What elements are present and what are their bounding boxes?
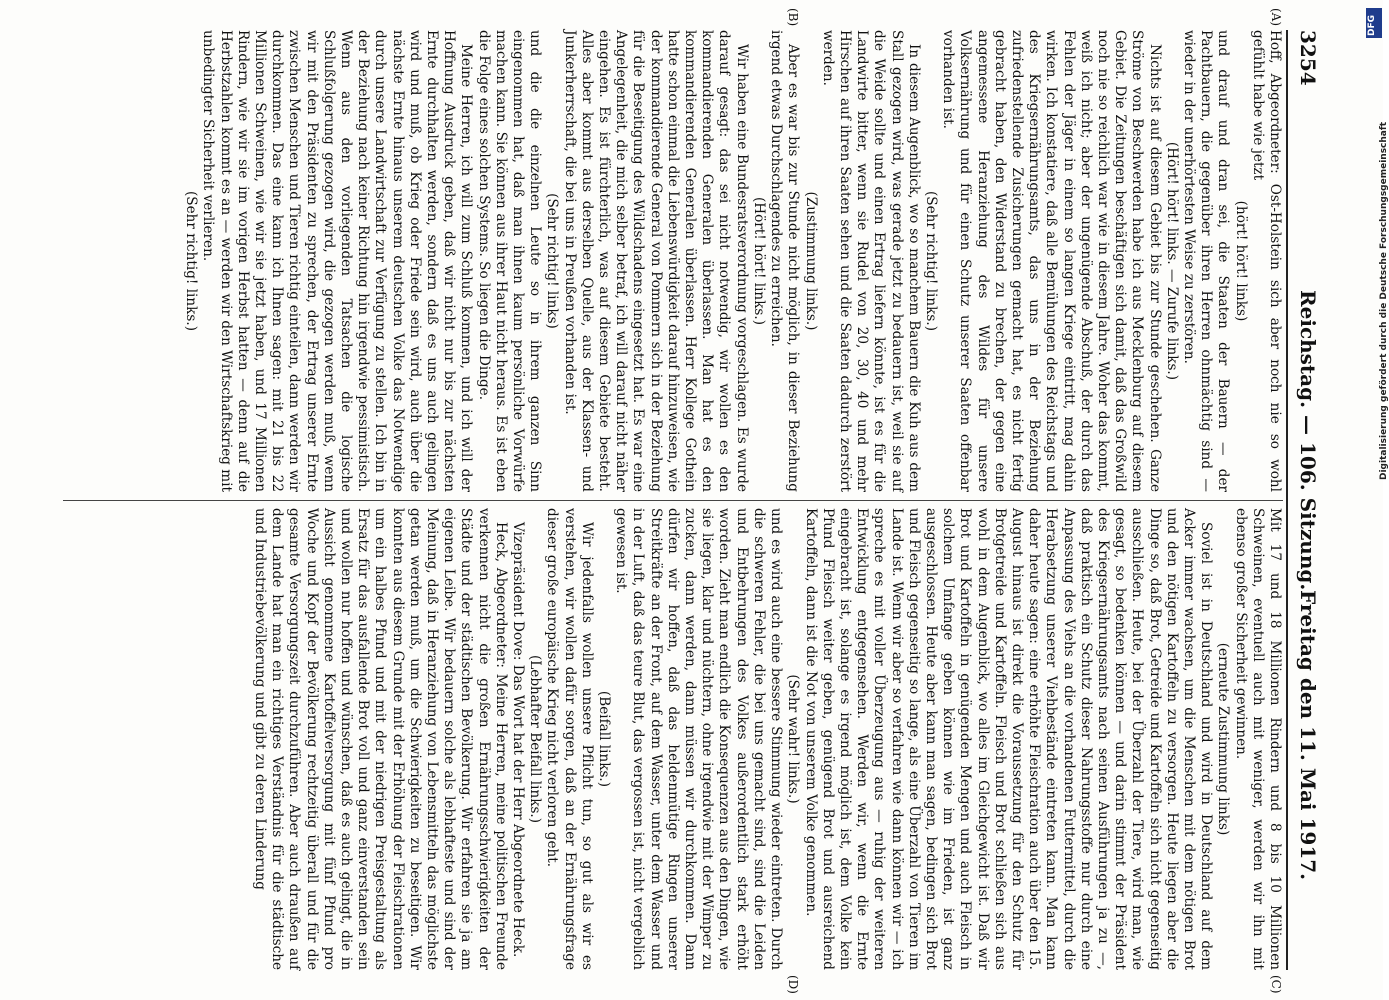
dfg-logo-text: DFG [1367, 14, 1377, 36]
paragraph: und es wird auch eine bessere Stimmung wieder eintreten. Durch die schweren Fehler, die bei uns gemacht sind, sind die Leiden und Entbehrungen des Volkes außerordentlich stark erhöht worden. Zieht man endlich die Konsequenzen aus den Dingen, wie sie liegen, klar und nüchtern, ohne irgendwie mit der Wimper zu zucken, dann werden, dann müssen wir durchkommen. Dann dürfen wir hoffen, daß das heldenmütige Ringen unserer Streitkräfte an der Front, auf dem Wasser, unter dem Wasser und in der Luft, daß das teure Blut, das vergossen ist, nicht vergeblich gewesen ist. [613, 508, 785, 970]
margin-mark-d: (D) [786, 975, 800, 994]
paragraph: Aber es war bis zur Stunde nicht möglich, in dieser Beziehung irgend etwas Durchschlagendes zu erreichen. [768, 30, 802, 492]
margin-mark-b: (B) [786, 8, 800, 27]
interjection: (Sehr wahr! links.) [785, 674, 802, 804]
paragraph: Wir haben eine Bundesratsverordnung vorgeschlagen. Es wurde darauf gesagt: das sei nicht notwendig, wir wollen es den kommandierenden Generalen überlassen. Man hat es den kommandierenden Generalen überlassen. Herr Kollege Gothein hatte schon einmal die Liebenswürdigkeit darauf hinzuweisen, wie der kommandierende General von Pommern sich in der Beziehung für die Beseitigung des Wildschadens eingesetzt hat. Es war eine Angelegenheit, die mich selber betraf, ich will darauf nicht näher eingehen. Es ist fürchterlich, was auf diesem Gebiete besteht. Alles aber kommt aus derselben Quelle, aus der Klassen- und Junkerherrschaft, die bei uns in Preußen vorhanden ist. [561, 30, 750, 492]
paragraph: Nichts ist auf diesem Gebiet bis zur Stunde geschehen. Ganze Ströme von Beschwerden habe ich aus Mecklenburg auf diesem Gebiet. Die Zeitungen beschäftigen sich damit, daß das Großwild noch nie so reichlich war wie in diesem Jahre. Woher das kommt, weiß ich nicht; aber der ungenügende Abschuß, der durch das Fehlen der Jäger in einem so langen Kriege eintritt, mag dahin wirken. Ich konstatiere, daß alle Bemühungen des Reichstags und des Kriegsernährungsamts, das uns in der Beziehung zufriedenstellende Zusicherungen gemacht hat, es nicht fertig gebracht haben, den Widerstand zu brechen, der gegen eine angemessene Heranziehung des Wildes für unsere Volksernährung und für einen Schutz unserer Saaten offenbar vorhanden ist. [940, 30, 1163, 492]
paragraph: Wir jedenfalls wollen unsere Pflicht tun, so gut als wir es verstehen, wir wollen dafür sorgen, daß an der Ernährungsfrage dieser große europäische Krieg nicht verloren geht. [544, 508, 595, 970]
interjection: (Beifall links.) [596, 690, 613, 788]
interjection: (Zustimmung links.) [802, 191, 819, 331]
interjection: (Sehr richtig! links.) [922, 190, 939, 332]
paragraph: In diesem Augenblick, wo so manchem Bauern die Kuh aus dem Stall gezogen wird, was gerade jetzt zu bedauern ist, weil sie auf die Weide sollte und einen Ertrag liefern könnte, ist es für die Landwirte bitter, wenn sie Rudel von 20, 30, 40 und mehr Hirschen auf ihren Saaten sehen und die Saaten dadurch zerstört werden. [819, 30, 922, 492]
digitization-credit [1365, 10, 1389, 990]
paragraph: Heck, Abgeordneter: Meine Herren, meine politischen Freunde verkennen nicht die großen Ernährungsschwierigkeiten der Städte und der städtischen Bevölkerung. Wir erfahren sie ja am eigenen Leibe. Wir bedauern solche als lebhafteste und sind der Meinung, daß in Heranziehung von Lebensmitteln das möglichste getan werden muß, um die Schwierigkeiten zu beseitigen. Wir konnten aus diesem Grunde mit der Erhöhung der Fleischrationen um ein halbes Pfund und mit der niedrigen Preisgestaltung als Ersatz für das ausfallende Brot voll und ganz einverstanden sein und wollen nur hoffen und wünschen, daß es auch gelingt, die in Aussicht genommene Kartoffelversorgung mit fünf Pfund pro Woche und Kopf der Bevölkerung rechtzeitig überall und für die gesamte Versorgungszeit durchzuführen. Aber auch draußen auf dem Lande hat man ein richtiges Verständnis für die städtische und Industriebevölkerung und gibt zu deren Linderung [252, 508, 509, 970]
page-header [1286, 30, 1328, 970]
paragraph: und die die einzelnen Leute so in ihrem ganzen Sinn eingenommen hat, daß man ihnen kaum persönliche Vorwürfe machen kann. Sie können aus ihrer Haut nicht heraus. Es ist eben die Folge eines solchen Systems. So liegen die Dinge. [475, 30, 544, 492]
header-session: Reichstag. — 106. Sitzung. [1296, 290, 1320, 591]
interjection: (Sehr richtig! links) [544, 193, 561, 329]
interjection: (Hört! hört! links.) [750, 196, 767, 326]
credit-text: Digitalisierung gefördert durch die Deutsche Forschungsgemeinschaft [1379, 121, 1389, 480]
interjection: (erneute Zustimmung links) [1215, 642, 1232, 836]
interjection: (Lebhafter Beifall links.) [527, 654, 544, 824]
margin-mark-c: (C) [1269, 975, 1283, 994]
paragraph: Mit 17 und 18 Millionen Rindern und 8 bis 10 Millionen Schweinen, eventuell auch mit weniger, werden wir ihn mit ebenso großer Sicherheit gewinnen. [1232, 508, 1283, 970]
page-number: 3254 [1296, 30, 1320, 86]
column-divider [63, 500, 1283, 501]
right-text-column [53, 508, 1283, 970]
interjection: (Hört! hört! links. — Zurufe links.) [1163, 141, 1180, 381]
paragraph: Vizepräsident Dove: Das Wort hat der Herr Abgeordnete Heck. [510, 522, 527, 958]
header-date: Freitag den 11. Mai 1917. [1296, 590, 1320, 881]
paragraph: Soviel ist in Deutschland und wird in Deutschland auf dem Acker immer wachsen, um die Menschen mit dem nötigen Brot und den nötigen Kartoffeln zu versorgen. Heute liegen aber die Dinge so, daß Brot, Getreide und Kartoffeln sich nicht gegenseitig ausschließen. Heute, bei der Überzahl der Tiere, wird man, wie gesagt, so bedenken können — und darin stimmt der Präsident des Kriegsernährungsamts nach seinen Ausführungen ja zu —, daß praktisch ein Schutz dieser Nahrungsstoffe nur durch eine Anpassung des Viehs an die vorhandenen Futtermittel, durch die Herabsetzung unserer Viehbestände eintreten kann. Man kann daher heute sagen: eine erhöhte Fleischration auch über den 15. August hinaus ist direkt die Voraussetzung für den Schutz für Brotgetreide und Kartoffeln. Fleisch und Brot schließen sich aus wohl in dem Augenblick, wo alles im Gleichgewicht ist. Daß wir Brot und Kartoffeln in genügenden Mengen und auch Fleisch in solchem Umfange geben können wie im Frieden, ist ganz ausgeschlossen. Heute aber kann man sagen, bedingen sich Brot und Fleisch gegenseitig so lange, als eine Überzahl von Tieren im Lande ist. Wenn wir aber so verfahren wie dann können wir — ich spreche es mit voller Überzeugung aus — ruhig der weiteren Entwicklung entgegensehen. Werden wir, wenn die Ernte eingebracht ist, solange es irgend möglich ist, dem Volke kein Pfund Fleisch weiter geben, genügend Brot und ausreichend Kartoffeln, dann ist die Not von unserem Volke genommen. [802, 508, 1215, 970]
paragraph: und drauf und dran sei, die Staaten der Bauern — der Pachtbauern, die gegenüber ihren Herren ohnmächtig sind — wieder in der unerhörtesten Weise zu zerstören. [1180, 30, 1232, 492]
paragraph: Meine Herren, ich will zum Schluß kommen, und ich will der Hoffnung Ausdruck geben, daß wir nicht nur bis zur nächsten Ernte durchhalten werden, sondern daß es uns auch gelingen wird und muß, ob Krieg oder Friede sein wird, auch über die nächste Ernte hinaus unserem deutschen Volke das Notwendige durch unsere Landwirtschaft zur Verfügung zu stellen. Ich bin in der Beziehung nach keiner Richtung hin irgendwie pessimistisch. Wenn aus den vorliegenden Tatsachen die logische Schlußfolgerung gezogen wird, die gezogen werden muß, wenn wir mit den Präsidenten zu sprechen, der Ertrag unserer Ernte zwischen Menschen und Tieren richtig einteilen, dann werden wir durchkommen. Das eine kann ich Ihnen sagen: mit 21 bis 22 Millionen Schweinen, wie wir sie jetzt haben, und 17 Millionen Rindern, wie wir sie im vorigen Herbst hatten — denn auf die Herbstzahlen kommt es an — werden wir den Wirtschaftskrieg mit unbedingter Sicherheit verlieren. [200, 30, 475, 492]
interjection: (hört! hört! links) [1232, 200, 1249, 322]
left-text-column [53, 30, 1283, 492]
margin-mark-a: (A) [1269, 8, 1283, 27]
paragraph: Hoff, Abgeordneter: Ost-Holstein sich aber noch nie so wohl gefühlt habe wie jetzt [1249, 30, 1283, 492]
interjection: (Sehr richtig! links.) [183, 190, 200, 332]
